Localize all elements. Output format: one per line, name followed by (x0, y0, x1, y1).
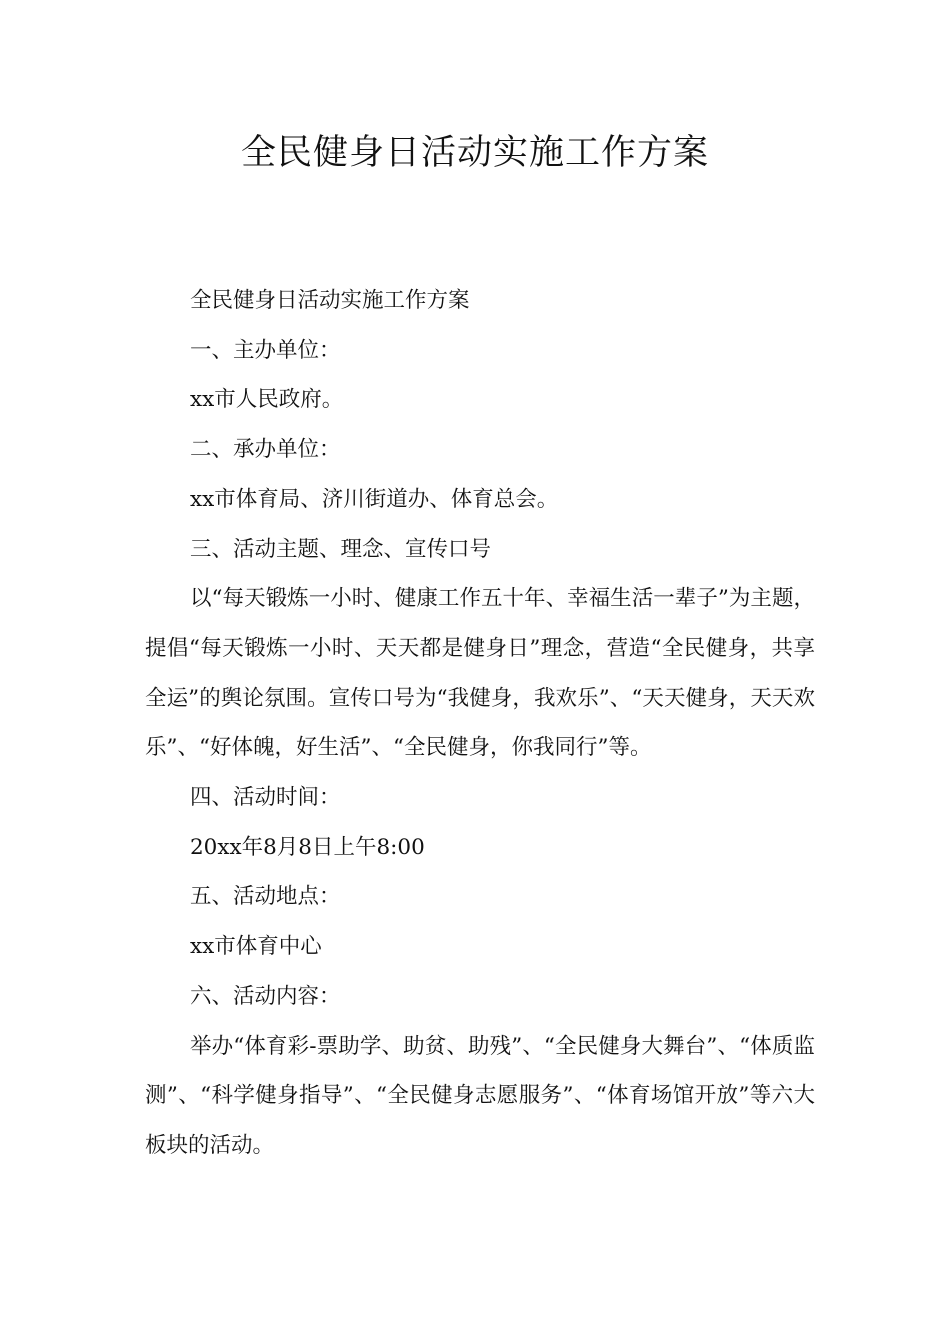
paragraph-location: xx市体育中心 (190, 934, 322, 960)
document-body (145, 276, 815, 1171)
paragraph-theme: 以“每天锻炼一小时、健康工作五十年、幸福生活一辈子”为主题，提倡“每天锻炼一小时、天天都是健身日”理念，营造“全民健身，共享全运”的舆论氛围。宣传口号为“我健身，我欢乐”、“天天健身，天天欢乐”、“好体魄，好生活”、“全民健身，你我同行”等。 (145, 586, 815, 761)
section-heading-content: 六、活动内容： (190, 983, 341, 1009)
section-heading-location: 五、活动地点： (190, 884, 341, 910)
section-heading-undertaker: 二、承办单位： (190, 437, 341, 463)
paragraph-heading-repeat: 全民健身日活动实施工作方案 (190, 288, 470, 313)
section-heading-time: 四、活动时间： (190, 785, 341, 811)
section-heading-theme: 三、活动主题、理念、宣传口号 (190, 536, 492, 562)
paragraph-organizer: xx市人民政府。 (190, 387, 344, 413)
paragraph-time: 20xx年8月8日上午8:00 (190, 834, 425, 860)
section-heading-organizer: 一、主办单位： (190, 337, 341, 363)
document-title: 全民健身日活动实施工作方案 (240, 133, 709, 173)
paragraph-content: 举办“体育彩-票助学、助贫、助残”、“全民健身大舞台”、“体质监测”、“科学健身指导”、“全民健身志愿服务”、“体育场馆开放”等六大板块的活动。 (145, 1033, 815, 1158)
paragraph-undertaker: xx市体育局、济川街道办、体育总会。 (190, 486, 559, 512)
